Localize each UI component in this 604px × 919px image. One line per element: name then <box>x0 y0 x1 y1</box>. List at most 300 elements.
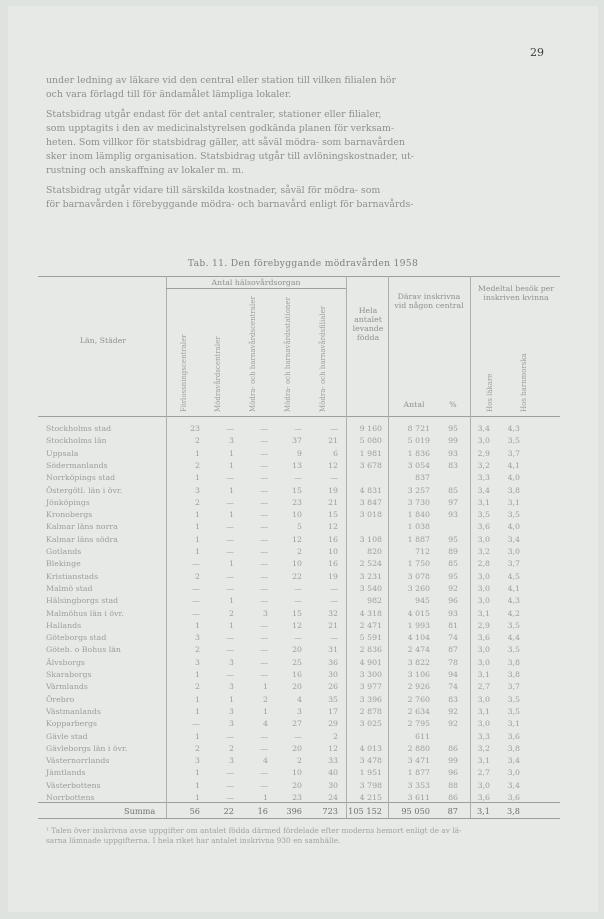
cell: 2 926 <box>407 682 430 692</box>
cell: 1 <box>229 510 234 520</box>
table-row <box>46 670 560 682</box>
row-label: Skaraborgs <box>46 670 92 679</box>
header-sub-col-5: Mödra- och barnavårdsfilialer <box>319 305 327 412</box>
header-sub-col-1: Förlossningscentraler <box>180 334 188 412</box>
cell: — <box>260 780 268 790</box>
cell: 2 <box>263 694 268 704</box>
cell: 3 <box>229 682 234 692</box>
cell: — <box>226 780 234 790</box>
page-number: 29 <box>530 46 544 59</box>
cell: 16 <box>328 559 338 569</box>
cell: 1 836 <box>407 448 430 458</box>
header-group: Antal hälsovårdsorgan <box>211 278 301 287</box>
cell: 21 <box>328 620 338 630</box>
cell: 4 318 <box>359 608 382 618</box>
cell: 611 <box>415 731 430 741</box>
table-row <box>46 695 560 707</box>
cell: 23 <box>190 424 200 433</box>
cell: 3,0 <box>477 780 490 790</box>
table-row <box>46 559 560 571</box>
cell: 20 <box>292 743 302 753</box>
cell: 3,2 <box>477 460 490 470</box>
cell: 1 <box>195 731 200 741</box>
cell: 3 798 <box>359 780 382 790</box>
cell: — <box>260 583 268 593</box>
cell: 1 <box>229 485 234 495</box>
cell: 36 <box>328 657 338 667</box>
cell: 3,8 <box>507 657 520 667</box>
cell: 93 <box>448 608 458 618</box>
cell: 4,2 <box>507 608 520 618</box>
cell: 3,0 <box>477 694 490 704</box>
cell: 12 <box>292 620 302 630</box>
cell: 2,9 <box>477 448 490 458</box>
paragraph-line: för barnavården i förebyggande mödra- och barnavård enligt för barnavårds- <box>46 199 414 210</box>
cell: 3,6 <box>477 522 490 532</box>
table-row <box>46 756 560 768</box>
cell: 3,6 <box>477 633 490 643</box>
cell: — <box>260 559 268 569</box>
cell: 22 <box>223 806 234 816</box>
cell: 56 <box>189 806 200 816</box>
cell: — <box>226 424 234 433</box>
cell: 3,3 <box>477 731 490 741</box>
cell: — <box>294 424 302 433</box>
table-row <box>46 461 560 473</box>
cell: 3,0 <box>477 436 490 446</box>
cell: 21 <box>328 436 338 446</box>
cell: 3,6 <box>477 793 490 802</box>
cell: 4 <box>297 694 302 704</box>
cell: 3 231 <box>359 571 382 581</box>
cell: 3,2 <box>477 547 490 556</box>
cell: 3,0 <box>477 583 490 593</box>
cell: — <box>260 571 268 581</box>
cell: 4 831 <box>359 485 382 495</box>
header-county: Län, Städer <box>79 336 127 345</box>
cell: 2 878 <box>359 706 382 716</box>
cell: 13 <box>292 460 302 470</box>
cell: — <box>260 547 268 556</box>
cell: 2 <box>195 682 200 692</box>
cell: 3 822 <box>407 657 430 667</box>
cell: 1 981 <box>359 448 382 458</box>
cell: 10 <box>292 510 302 520</box>
cell: 3 260 <box>407 583 430 593</box>
cell: 3,1 <box>477 756 490 766</box>
cell: 87 <box>448 645 458 655</box>
table-top-rule <box>38 276 560 277</box>
cell: — <box>260 596 268 606</box>
cell: 21 <box>328 497 338 507</box>
cell: 35 <box>328 694 338 704</box>
cell: — <box>226 583 234 593</box>
cell: — <box>260 620 268 630</box>
cell: — <box>294 731 302 741</box>
cell: 3,8 <box>507 743 520 753</box>
cell: 12 <box>292 534 302 544</box>
table-row <box>46 682 560 694</box>
cell: 3 108 <box>359 534 382 544</box>
cell: 22 <box>292 571 302 581</box>
cell: 2 <box>229 743 234 753</box>
cell: — <box>260 731 268 741</box>
cell: — <box>260 510 268 520</box>
cell: 74 <box>448 633 458 643</box>
footnote-line: ¹ Talen över inskrivna avse uppgifter om antalet födda därmed fördelade efter moderns hemort enligt de av lä- <box>46 826 462 835</box>
cell: 3,5 <box>507 510 520 520</box>
cell: 3,1 <box>507 719 520 729</box>
cell: 4 104 <box>407 633 430 643</box>
cell: 25 <box>292 657 302 667</box>
cell: — <box>226 547 234 556</box>
table-row <box>46 510 560 522</box>
cell: 99 <box>448 756 458 766</box>
cell: — <box>330 583 338 593</box>
cell: 3,0 <box>477 645 490 655</box>
cell: 2 <box>195 645 200 655</box>
cell: 3,0 <box>477 596 490 606</box>
row-label: Kalmar läns norra <box>46 522 118 532</box>
row-label: Kalmar läns södra <box>46 534 118 544</box>
row-label: Malmö stad <box>46 583 93 593</box>
cell: 5 591 <box>359 633 382 643</box>
cell: 9 <box>297 448 302 458</box>
cell: 4 215 <box>359 793 382 802</box>
cell: 4,5 <box>507 571 520 581</box>
cell: — <box>226 522 234 532</box>
cell: 2 <box>195 436 200 446</box>
cell: 12 <box>328 460 338 470</box>
cell: — <box>330 596 338 606</box>
table-row <box>46 633 560 645</box>
cell: — <box>260 448 268 458</box>
cell: 3 054 <box>407 460 430 470</box>
cell: 4 015 <box>407 608 430 618</box>
table-row <box>46 768 560 780</box>
cell: 1 887 <box>407 534 430 544</box>
cell: 15 <box>328 510 338 520</box>
cell: 4,1 <box>507 460 520 470</box>
cell: — <box>260 460 268 470</box>
cell: 396 <box>286 806 302 816</box>
cell: — <box>260 743 268 753</box>
row-label: Västmanlands <box>46 706 101 716</box>
table-row <box>46 547 560 559</box>
cell: 3,4 <box>507 756 520 766</box>
cell: 3,0 <box>507 768 520 778</box>
cell: 1 <box>195 694 200 704</box>
cell: 3 977 <box>359 682 382 692</box>
cell: 3,4 <box>477 424 490 433</box>
cell: 1 038 <box>407 522 430 532</box>
header-visits: Medeltal besök per inskriven kvinna <box>477 284 555 302</box>
cell: 3 730 <box>407 497 430 507</box>
cell: 2 <box>195 460 200 470</box>
cell: 1 <box>195 448 200 458</box>
cell: 96 <box>448 768 458 778</box>
cell: 1 <box>195 780 200 790</box>
cell: 4 013 <box>359 743 382 753</box>
cell: 29 <box>328 719 338 729</box>
cell: 3,5 <box>507 620 520 630</box>
cell: 96 <box>448 596 458 606</box>
cell: 4,4 <box>507 633 520 643</box>
cell: 95 050 <box>401 806 430 816</box>
cell: 1 <box>195 670 200 679</box>
row-label: Västernorrlands <box>46 756 110 766</box>
cell: 3,1 <box>477 608 490 618</box>
cell: 3 018 <box>359 510 382 520</box>
cell: — <box>294 583 302 593</box>
cell: 3,6 <box>507 731 520 741</box>
cell: 1 <box>195 534 200 544</box>
cell: 3,0 <box>477 534 490 544</box>
cell: 19 <box>328 571 338 581</box>
table-row <box>46 781 560 793</box>
cell: 3 847 <box>359 497 382 507</box>
cell: 23 <box>292 497 302 507</box>
cell: 30 <box>328 670 338 679</box>
group-rule <box>166 288 346 289</box>
cell: 3 078 <box>407 571 430 581</box>
cell: — <box>294 633 302 643</box>
cell: 93 <box>448 448 458 458</box>
table-row <box>46 473 560 485</box>
cell: 2 880 <box>407 743 430 753</box>
row-label: Älvsborgs <box>46 657 85 667</box>
cell: 1 <box>195 620 200 630</box>
cell: 31 <box>328 645 338 655</box>
cell: 1 <box>229 460 234 470</box>
cell: 1 <box>263 682 268 692</box>
cell: — <box>260 657 268 667</box>
cell: 6 <box>333 448 338 458</box>
cell: 32 <box>328 608 338 618</box>
row-label: Östergötl. län i övr. <box>46 485 123 495</box>
cell: 33 <box>328 756 338 766</box>
cell: 2,7 <box>477 768 490 778</box>
cell: 12 <box>328 743 338 753</box>
cell: 3,7 <box>507 559 520 569</box>
cell: 712 <box>415 547 430 556</box>
row-label: Gävle stad <box>46 731 88 741</box>
header-visits-doctor: Hos läkare <box>486 373 494 412</box>
cell: — <box>226 633 234 643</box>
paragraph-line: Statsbidrag utgår endast för det antal centraler, stationer eller filialer, <box>46 109 382 120</box>
cell: — <box>330 473 338 483</box>
cell: 982 <box>367 596 382 606</box>
cell: 5 080 <box>359 436 382 446</box>
cell: 83 <box>448 694 458 704</box>
row-label: Norrköpings stad <box>46 473 116 483</box>
cell: 10 <box>292 768 302 778</box>
cell: 2 634 <box>407 706 430 716</box>
cell: — <box>226 497 234 507</box>
cell: 3,3 <box>477 473 490 483</box>
cell: 17 <box>328 706 338 716</box>
cell: 3 <box>229 657 234 667</box>
cell: 40 <box>328 768 338 778</box>
cell: 16 <box>257 806 268 816</box>
cell: 1 877 <box>407 768 430 778</box>
cell: — <box>226 670 234 679</box>
cell: 3 540 <box>359 583 382 593</box>
cell: — <box>260 424 268 433</box>
cell: — <box>226 731 234 741</box>
cell: 1 <box>229 448 234 458</box>
table-row <box>46 793 560 805</box>
cell: 1 <box>195 793 200 802</box>
header-bottom-rule <box>38 416 560 417</box>
cell: — <box>226 768 234 778</box>
cell: 4,3 <box>507 424 520 433</box>
footnote <box>46 826 560 846</box>
footnote-line: sarna lämnade uppgifterna. I hela riket har antalet inskrivna 930 en samhälle. <box>46 836 341 845</box>
cell: 3,8 <box>506 806 520 816</box>
cell: 3 <box>195 485 200 495</box>
cell: 3 <box>229 436 234 446</box>
cell: 3,5 <box>507 706 520 716</box>
cell: 2 524 <box>359 559 382 569</box>
row-label: Södermanlands <box>46 460 108 470</box>
cell: 3,5 <box>507 436 520 446</box>
table-row <box>46 498 560 510</box>
cell: 3 396 <box>359 694 382 704</box>
cell: 4,0 <box>507 473 520 483</box>
cell: 3,0 <box>477 719 490 729</box>
cell: 3,1 <box>476 806 490 816</box>
cell: 81 <box>448 620 458 630</box>
cell: 5 019 <box>407 436 430 446</box>
cell: 99 <box>448 436 458 446</box>
cell: 4 <box>263 756 268 766</box>
cell: 1 <box>195 768 200 778</box>
cell: — <box>192 719 200 729</box>
cell: — <box>226 793 234 802</box>
cell: 86 <box>448 743 458 753</box>
row-label: Stockholms län <box>46 436 107 446</box>
cell: 3,7 <box>507 682 520 692</box>
cell: 4 <box>263 719 268 729</box>
cell: 1 993 <box>407 620 430 630</box>
sum-label: Summa <box>124 806 156 816</box>
cell: 20 <box>292 682 302 692</box>
cell: — <box>260 473 268 483</box>
row-label: Värmlands <box>46 682 88 692</box>
table-row <box>46 436 560 448</box>
row-label: Jämtlands <box>46 768 86 778</box>
cell: 10 <box>292 559 302 569</box>
cell: 2 836 <box>359 645 382 655</box>
cell: 3,8 <box>507 670 520 679</box>
table-row <box>46 719 560 731</box>
cell: 88 <box>448 780 458 790</box>
cell: — <box>192 596 200 606</box>
row-label: Örebro <box>46 694 75 704</box>
table-row <box>46 658 560 670</box>
table-row <box>46 707 560 719</box>
cell: 1 951 <box>359 768 382 778</box>
cell: 105 152 <box>348 806 382 816</box>
header-pct: % <box>449 400 457 409</box>
table-title: Tab. 11. Den förebyggande mödravården 1958 <box>187 258 419 269</box>
cell: 10 <box>328 547 338 556</box>
cell: — <box>260 534 268 544</box>
cell: 83 <box>448 460 458 470</box>
cell: — <box>260 768 268 778</box>
cell: 3 353 <box>407 780 430 790</box>
cell: 3 <box>195 756 200 766</box>
cell: 93 <box>448 510 458 520</box>
cell: — <box>260 670 268 679</box>
row-label: Västerbottens <box>46 780 101 790</box>
table-row <box>46 596 560 608</box>
cell: 3 471 <box>407 756 430 766</box>
cell: 1 <box>195 522 200 532</box>
cell: 2 <box>195 571 200 581</box>
cell: 16 <box>328 534 338 544</box>
cell: 20 <box>292 645 302 655</box>
cell: 2 <box>333 731 338 741</box>
cell: — <box>294 596 302 606</box>
cell: 15 <box>292 485 302 495</box>
cell: 3 257 <box>407 485 430 495</box>
cell: 1 <box>229 559 234 569</box>
cell: 2,7 <box>477 682 490 692</box>
cell: 1 <box>195 706 200 716</box>
cell: 3,4 <box>507 534 520 544</box>
cell: 2,8 <box>477 559 490 569</box>
cell: — <box>294 473 302 483</box>
cell: 3 <box>263 608 268 618</box>
cell: — <box>226 473 234 483</box>
row-label: Malmöhus län i övr. <box>46 608 124 618</box>
row-label: Hälsingborgs stad <box>46 596 119 606</box>
cell: 3,5 <box>477 510 490 520</box>
cell: 16 <box>292 670 302 679</box>
cell: 1 <box>229 694 234 704</box>
cell: 26 <box>328 682 338 692</box>
cell: 5 <box>297 522 302 532</box>
cell: 15 <box>292 608 302 618</box>
cell: 1 <box>263 706 268 716</box>
cell: — <box>192 608 200 618</box>
cell: 3 611 <box>407 793 430 802</box>
cell: — <box>330 424 338 433</box>
header-antal: Antal <box>403 400 425 409</box>
cell: 4,3 <box>507 596 520 606</box>
cell: 723 <box>322 806 338 816</box>
paragraph-line: heten. Som villkor för statsbidrag gäller, att såväl mödra- som barnavården <box>46 137 405 148</box>
cell: 2 <box>229 608 234 618</box>
cell: 97 <box>448 497 458 507</box>
cell: 87 <box>447 806 458 816</box>
row-label: Kristianstads <box>46 571 99 581</box>
table-row <box>46 584 560 596</box>
cell: 820 <box>367 547 382 556</box>
cell: 1 750 <box>407 559 430 569</box>
row-label: Gävleborgs län i övr. <box>46 743 128 753</box>
row-label: Kopparbergs <box>46 719 97 729</box>
header-sub-col-2: Mödravårdscentraler <box>214 336 222 412</box>
cell: 3 <box>229 719 234 729</box>
cell: 8 721 <box>407 424 430 433</box>
cell: 3,1 <box>477 497 490 507</box>
header-sub-col-3: Mödra- och barnavårdscentraler <box>249 296 257 412</box>
cell: 78 <box>448 657 458 667</box>
cell: 3 <box>229 756 234 766</box>
